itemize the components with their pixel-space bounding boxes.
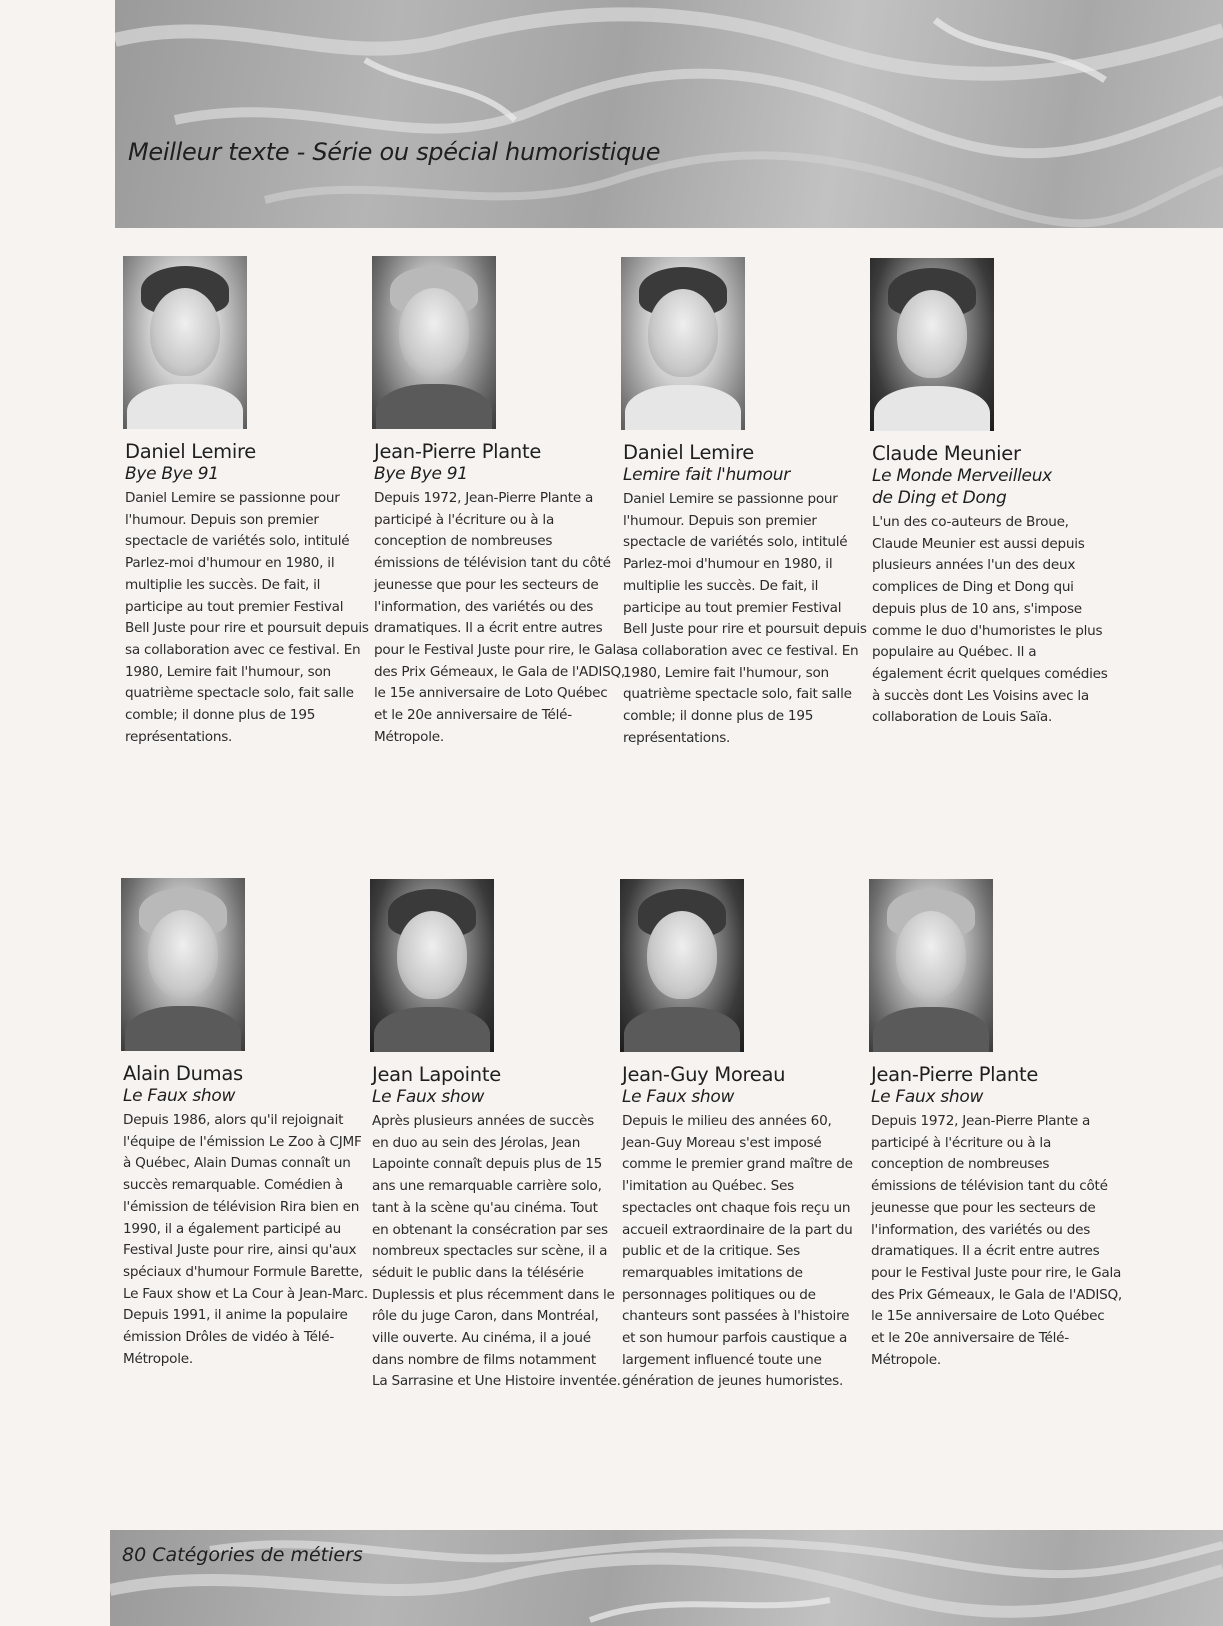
nominee-show: Lemire fait l'humour [623, 465, 790, 485]
nominee-card [123, 256, 369, 748]
header-banner [115, 0, 1223, 228]
portrait-photo [869, 879, 993, 1052]
nominee-bio: Depuis 1972, Jean-Pierre Plante a participé à l'écriture ou à la conception de nombreuses émissions de télévision tant du côté jeunesse que pour les secteurs de l'information, des variétés ou des dramatiques. Il a écrit entre autres pour le Festival Juste pour rire, le Gala des Prix Gémeaux, le Gala de l'ADISQ, le 15e anniversaire de Loto Québec et le 20e anniversaire de Télé- Métropole. [374, 490, 625, 745]
nominee-bio: Depuis 1986, alors qu'il rejoignait l'équipe de l'émission Le Zoo à CJMF à Québec, Alain Dumas connaît un succès remarquable. Comédien à l'émission de télévision Rira bien en 1990, il a également participé au Festival Juste pour rire, ainsi qu'aux spéciaux d'humour Formule Barette, Le Faux show et La Cour à Jean-Marc. Depuis 1991, il anime la populaire émission Drôles de vidéo à Télé- Métropole. [123, 1112, 368, 1367]
nominee-show: Le Faux show [372, 1087, 485, 1107]
nominee-name: Jean Lapointe [372, 1063, 501, 1086]
page-title: Meilleur texte - Série ou spécial humoristique [128, 138, 661, 166]
nominee-name: Jean-Pierre Plante [374, 440, 542, 463]
nominee-show: Le Faux show [871, 1087, 984, 1107]
footer-banner [110, 1530, 1223, 1626]
nominee-name: Daniel Lemire [125, 440, 256, 463]
portrait-photo [372, 256, 496, 429]
nominee-show: Bye Bye 91 [125, 464, 219, 484]
portrait-photo [621, 257, 745, 430]
nominee-bio: Daniel Lemire se passionne pour l'humour. Depuis son premier spectacle de variétés solo, intitulé Parlez-moi d'humour en 1980, il multiplie les succès. De fait, il participe au tout premier Festival Bell Juste pour rire et poursuit depuis sa collaboration avec ce festival. En 1980, Lemire fait l'humour, son quatrième spectacle solo, fait salle comble; il donne plus de 195 représentations. [125, 490, 369, 745]
nominee-bio: L'un des co-auteurs de Broue, Claude Meunier est aussi depuis plusieurs années l'un des deux complices de Ding et Dong qui depuis plus de 10 ans, s'impose comme le duo d'humoristes le plus populaire au Québec. Il a également écrit quelques comédies à succès dont Les Voisins avec la collaboration de Louis Saïa. [872, 514, 1108, 726]
nominee-card [869, 879, 1122, 1371]
nominee-card [870, 258, 1108, 729]
nominee-card [621, 257, 867, 749]
portrait-photo [370, 879, 494, 1052]
brushstroke-texture [115, 0, 1223, 228]
portrait-photo [121, 878, 245, 1051]
portrait-photo [123, 256, 247, 429]
nominee-card [121, 878, 368, 1370]
nominee-bio: Daniel Lemire se passionne pour l'humour. Depuis son premier spectacle de variétés solo, intitulé Parlez-moi d'humour en 1980, il multiplie les succès. De fait, il participe au tout premier Festival Bell Juste pour rire et poursuit depuis sa collaboration avec ce festival. En 1980, Lemire fait l'humour, son quatrième spectacle solo, fait salle comble; il donne plus de 195 représentations. [623, 491, 867, 746]
nominee-show: Bye Bye 91 [374, 464, 468, 484]
nominee-card [372, 256, 625, 748]
portrait-photo [870, 258, 994, 431]
page-footer: 80 Catégories de métiers [122, 1544, 363, 1566]
portrait-photo [620, 879, 744, 1052]
nominee-bio: Depuis le milieu des années 60, Jean-Guy Moreau s'est imposé comme le premier grand maître de l'imitation au Québec. Ses spectacles ont chaque fois reçu un accueil extraordinaire de la part du public et de la critique. Ses remarquables imitations de personnages politiques ou de chanteurs sont passées à l'histoire et son humour parfois caustique a largement influencé toute une génération de jeunes humoristes. [622, 1113, 853, 1390]
nominee-show-line2: de Ding et Dong [872, 488, 1007, 508]
nominee-show: Le Monde Merveilleux [872, 466, 1052, 486]
nominee-name: Jean-Guy Moreau [622, 1063, 786, 1086]
nominee-name: Claude Meunier [872, 442, 1021, 465]
nominee-show: Le Faux show [622, 1087, 735, 1107]
nominee-bio: Après plusieurs années de succès en duo au sein des Jérolas, Jean Lapointe connaît depuis plus de 15 ans une remarquable carrière solo, tant à la scène qu'au cinéma. Tout en obtenant la consécration par ses nombreux spectacles sur scène, il a séduit le public dans la télésérie Duplessis et plus récemment dans le rôle du juge Caron, dans Montréal, ville ouverte. Au cinéma, il a joué dans nombre de films notamment La Sarrasine et Une Histoire inventée. [372, 1113, 621, 1390]
nominee-bio: Depuis 1972, Jean-Pierre Plante a participé à l'écriture ou à la conception de nombreuses émissions de télévision tant du côté jeunesse que pour les secteurs de l'information, des variétés ou des dramatiques. Il a écrit entre autres pour le Festival Juste pour rire, le Gala des Prix Gémeaux, le Gala de l'ADISQ, le 15e anniversaire de Loto Québec et le 20e anniversaire de Télé- Métropole. [871, 1113, 1122, 1368]
nominee-name: Daniel Lemire [623, 441, 754, 464]
nominee-show: Le Faux show [123, 1086, 236, 1106]
nominee-name: Jean-Pierre Plante [871, 1063, 1039, 1086]
nominee-name: Alain Dumas [123, 1062, 243, 1085]
nominee-card [370, 879, 621, 1393]
nominee-card [620, 879, 853, 1393]
